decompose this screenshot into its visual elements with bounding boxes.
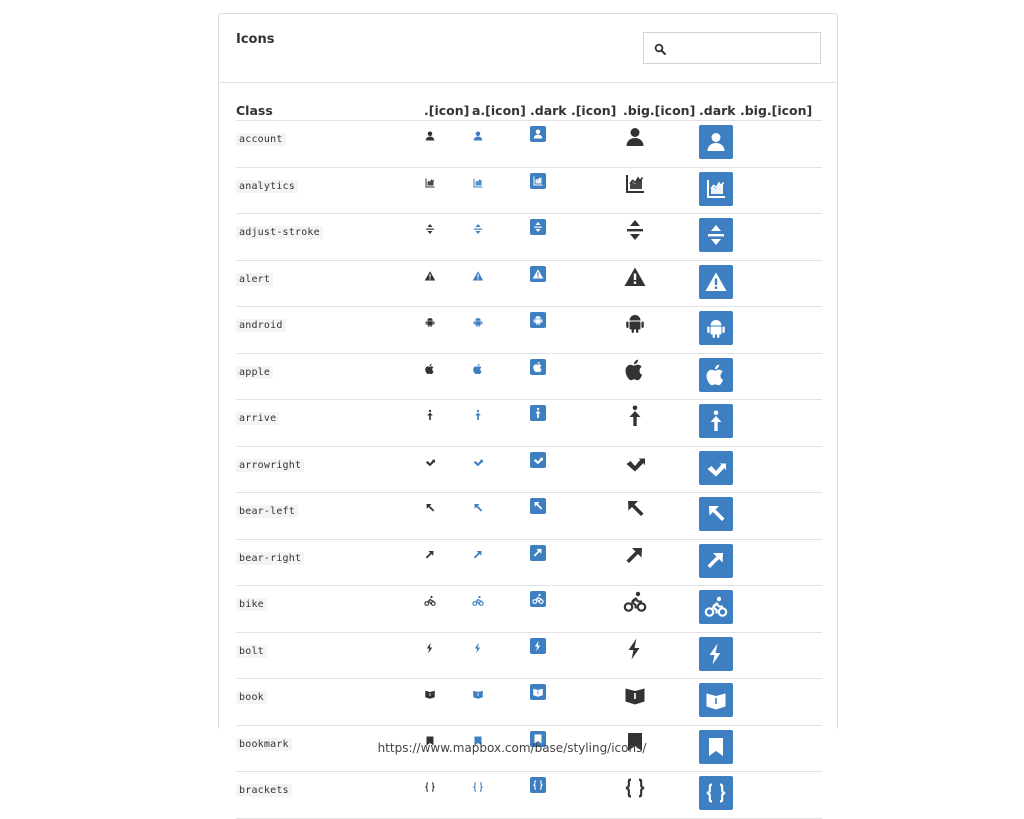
- dark-arrowright-icon: [530, 452, 546, 468]
- class-name: alert: [236, 273, 273, 286]
- dark-big-bear-left-icon: [699, 497, 733, 531]
- search-icon: [654, 43, 666, 55]
- big-brackets-icon: [623, 776, 647, 800]
- icon-cell: [472, 679, 530, 726]
- dark-apple-icon: [530, 359, 546, 375]
- icon-cell: [623, 586, 699, 633]
- icon-cell: [472, 400, 530, 447]
- link-arrive-icon[interactable]: [472, 409, 484, 421]
- link-apple-icon[interactable]: [472, 363, 484, 375]
- class-cell: [236, 679, 424, 726]
- icon-cell: [623, 167, 699, 214]
- dark-bolt-icon: [530, 638, 546, 654]
- link-book-icon[interactable]: [472, 688, 484, 700]
- icon-cell: [623, 260, 699, 307]
- icon-cell: [424, 493, 472, 540]
- table-row: [236, 446, 822, 493]
- icon-cell: [623, 539, 699, 586]
- icon-cell: [623, 772, 699, 819]
- link-brackets-icon[interactable]: [472, 781, 484, 793]
- icon-cell: [699, 446, 822, 493]
- big-arrive-icon: [623, 404, 647, 428]
- icon-cell: [424, 121, 472, 168]
- table-row: [236, 214, 822, 261]
- big-apple-icon: [623, 358, 647, 382]
- table-row: [236, 493, 822, 540]
- big-alert-icon: [623, 265, 647, 289]
- class-cell: [236, 121, 424, 168]
- big-book-icon: [623, 683, 647, 707]
- source-link[interactable]: https://www.mapbox.com/base/styling/icons/: [377, 741, 647, 755]
- icon-cell: [699, 214, 822, 261]
- dark-account-icon: [530, 126, 546, 142]
- big-adjust-stroke-icon: [623, 218, 647, 242]
- analytics-icon: [424, 177, 436, 189]
- icon-cell: [623, 632, 699, 679]
- icon-cell: [424, 307, 472, 354]
- column-header-dark-icon: .dark .[icon]: [530, 100, 623, 121]
- icon-cell: [530, 539, 623, 586]
- link-analytics-icon[interactable]: [472, 177, 484, 189]
- class-cell: [236, 772, 424, 819]
- column-header-link-icon: a.[icon]: [472, 100, 530, 121]
- icon-cell: [699, 539, 822, 586]
- class-name: adjust-stroke: [236, 226, 323, 239]
- search-input[interactable]: [672, 33, 812, 63]
- link-arrowright-icon[interactable]: [472, 456, 484, 468]
- big-analytics-icon: [623, 172, 647, 196]
- dark-big-bear-right-icon: [699, 544, 733, 578]
- icon-cell: [424, 772, 472, 819]
- link-alert-icon[interactable]: [472, 270, 484, 282]
- dark-analytics-icon: [530, 173, 546, 189]
- icon-cell: [472, 167, 530, 214]
- link-bolt-icon[interactable]: [472, 642, 484, 654]
- class-name: bear-left: [236, 505, 298, 518]
- big-account-icon: [623, 125, 647, 149]
- table-header-row: [236, 100, 822, 121]
- link-bear-left-icon[interactable]: [472, 502, 484, 514]
- class-name: bike: [236, 598, 267, 611]
- column-header-big-icon: .big.[icon]: [623, 100, 699, 121]
- table-row: [236, 260, 822, 307]
- class-name: bear-right: [236, 552, 304, 565]
- icon-cell: [472, 772, 530, 819]
- account-icon: [424, 130, 436, 142]
- dark-android-icon: [530, 312, 546, 328]
- link-bear-right-icon[interactable]: [472, 549, 484, 561]
- column-header-dark-big-icon: .dark .big.[icon]: [699, 100, 822, 121]
- icon-cell: [530, 353, 623, 400]
- icon-cell: [472, 493, 530, 540]
- table-row: [236, 167, 822, 214]
- dark-arrive-icon: [530, 405, 546, 421]
- dark-big-account-icon: [699, 125, 733, 159]
- dark-big-arrowright-icon: [699, 451, 733, 485]
- icon-cell: [623, 446, 699, 493]
- dark-big-book-icon: [699, 683, 733, 717]
- dark-big-adjust-stroke-icon: [699, 218, 733, 252]
- class-name: apple: [236, 366, 273, 379]
- icon-cell: [699, 493, 822, 540]
- big-bolt-icon: [623, 637, 647, 661]
- bear-left-icon: [424, 502, 436, 514]
- icon-cell: [424, 446, 472, 493]
- icon-cell: [424, 632, 472, 679]
- column-header-class: Class: [236, 100, 424, 121]
- class-name: account: [236, 133, 286, 146]
- icon-cell: [472, 353, 530, 400]
- link-adjust-stroke-icon[interactable]: [472, 223, 484, 235]
- icon-cell: [699, 121, 822, 168]
- icon-cell: [530, 214, 623, 261]
- icon-cell: [699, 586, 822, 633]
- dark-big-bolt-icon: [699, 637, 733, 671]
- icon-cell: [530, 493, 623, 540]
- dark-big-alert-icon: [699, 265, 733, 299]
- class-name: analytics: [236, 180, 298, 193]
- class-cell: [236, 632, 424, 679]
- table-row: [236, 632, 822, 679]
- dark-bear-right-icon: [530, 545, 546, 561]
- adjust-stroke-icon: [424, 223, 436, 235]
- icon-cell: [699, 167, 822, 214]
- dark-big-brackets-icon: [699, 776, 733, 810]
- icon-cell: [472, 446, 530, 493]
- class-cell: [236, 260, 424, 307]
- link-account-icon[interactable]: [472, 130, 484, 142]
- class-name: bolt: [236, 645, 267, 658]
- icon-cell: [699, 307, 822, 354]
- icon-cell: [424, 353, 472, 400]
- table-row: [236, 679, 822, 726]
- icon-cell: [623, 214, 699, 261]
- android-icon: [424, 316, 436, 328]
- dark-bike-icon: [530, 591, 546, 607]
- class-cell: [236, 353, 424, 400]
- icon-cell: [623, 679, 699, 726]
- icon-cell: [623, 307, 699, 354]
- dark-big-analytics-icon: [699, 172, 733, 206]
- icon-cell: [699, 632, 822, 679]
- icon-cell: [530, 307, 623, 354]
- class-cell: [236, 307, 424, 354]
- panel-header: [219, 14, 837, 83]
- icon-cell: [530, 260, 623, 307]
- dark-bear-left-icon: [530, 498, 546, 514]
- icon-cell: [699, 772, 822, 819]
- icon-cell: [530, 446, 623, 493]
- dark-big-android-icon: [699, 311, 733, 345]
- dark-big-bike-icon: [699, 590, 733, 624]
- icon-cell: [699, 260, 822, 307]
- big-bear-right-icon: [623, 544, 647, 568]
- icon-cell: [472, 307, 530, 354]
- icon-cell: [472, 260, 530, 307]
- icon-cell: [472, 121, 530, 168]
- dark-big-arrive-icon: [699, 404, 733, 438]
- icon-cell: [472, 539, 530, 586]
- class-name: arrive: [236, 412, 279, 425]
- icon-cell: [530, 679, 623, 726]
- table-row: [236, 772, 822, 819]
- icon-cell: [530, 772, 623, 819]
- arrive-icon: [424, 409, 436, 421]
- icon-cell: [699, 679, 822, 726]
- big-bear-left-icon: [623, 497, 647, 521]
- icon-cell: [623, 400, 699, 447]
- table-row: [236, 307, 822, 354]
- table-row: [236, 121, 822, 168]
- class-cell: [236, 446, 424, 493]
- icon-cell: [424, 400, 472, 447]
- link-bike-icon[interactable]: [472, 595, 484, 607]
- class-name: android: [236, 319, 286, 332]
- icon-cell: [472, 214, 530, 261]
- icon-cell: [530, 121, 623, 168]
- class-cell: [236, 586, 424, 633]
- alert-icon: [424, 270, 436, 282]
- icon-cell: [424, 539, 472, 586]
- arrowright-icon: [424, 456, 436, 468]
- search-box[interactable]: [643, 32, 821, 64]
- class-name: book: [236, 691, 267, 704]
- class-cell: [236, 214, 424, 261]
- icon-cell: [424, 214, 472, 261]
- class-cell: [236, 539, 424, 586]
- class-name: brackets: [236, 784, 292, 797]
- bike-icon: [424, 595, 436, 607]
- big-arrowright-icon: [623, 451, 647, 475]
- column-header-icon: .[icon]: [424, 100, 472, 121]
- icon-cell: [530, 167, 623, 214]
- icon-cell: [530, 400, 623, 447]
- big-bike-icon: [623, 590, 647, 614]
- class-cell: [236, 400, 424, 447]
- bear-right-icon: [424, 549, 436, 561]
- bolt-icon: [424, 642, 436, 654]
- apple-icon: [424, 363, 436, 375]
- class-name: bookmark: [236, 738, 292, 751]
- icon-cell: [424, 679, 472, 726]
- link-android-icon[interactable]: [472, 316, 484, 328]
- dark-brackets-icon: [530, 777, 546, 793]
- class-cell: [236, 493, 424, 540]
- class-name: arrowright: [236, 459, 304, 472]
- icon-cell: [699, 353, 822, 400]
- big-android-icon: [623, 311, 647, 335]
- dark-big-apple-icon: [699, 358, 733, 392]
- class-cell: [236, 167, 424, 214]
- dark-book-icon: [530, 684, 546, 700]
- icon-cell: [623, 121, 699, 168]
- icon-cell: [623, 493, 699, 540]
- dark-alert-icon: [530, 266, 546, 282]
- icon-cell: [424, 586, 472, 633]
- icon-cell: [530, 632, 623, 679]
- icons-table: [236, 100, 822, 819]
- brackets-icon: [424, 781, 436, 793]
- table-row: [236, 539, 822, 586]
- icon-cell: [424, 167, 472, 214]
- icon-cell: [623, 353, 699, 400]
- icon-cell: [530, 586, 623, 633]
- table-row: [236, 586, 822, 633]
- table-row: [236, 400, 822, 447]
- source-url[interactable]: [0, 741, 1024, 755]
- icon-cell: [424, 260, 472, 307]
- dark-adjust-stroke-icon: [530, 219, 546, 235]
- icon-cell: [472, 632, 530, 679]
- icon-cell: [699, 400, 822, 447]
- panel-title: Icons: [236, 32, 275, 47]
- icon-cell: [472, 586, 530, 633]
- table-row: [236, 353, 822, 400]
- book-icon: [424, 688, 436, 700]
